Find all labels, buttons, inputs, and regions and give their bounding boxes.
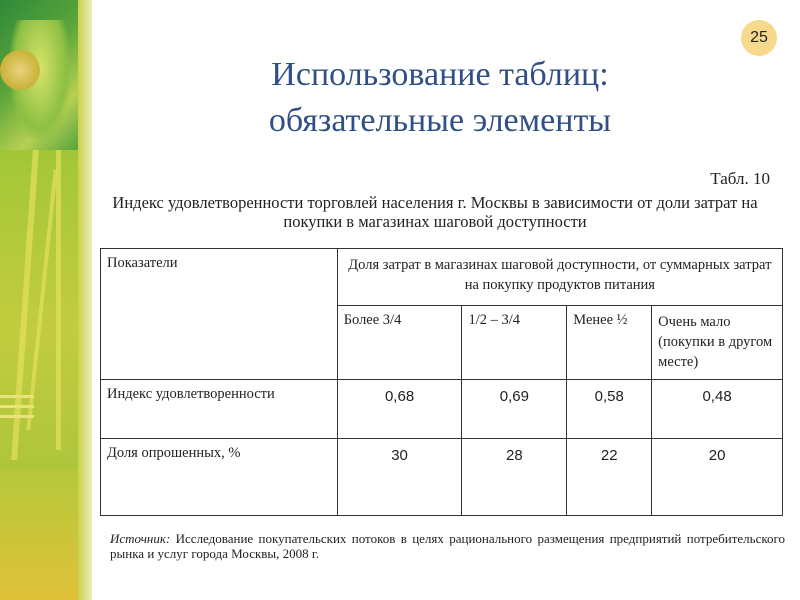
table-cell: 28 [462,439,567,516]
subheader-cell: Менее ½ [567,306,652,380]
source-note [110,531,785,561]
table-cell: 0,48 [652,380,783,439]
table-reference: Табл. 10 [710,169,770,188]
table-cell: 0,69 [462,380,567,439]
table-cell: 30 [337,439,462,516]
title-line-1: Использование таблиц: [271,56,609,93]
table-cell: 0,58 [567,380,652,439]
title-line-2: обязательные элементы [268,102,612,139]
data-table [100,248,783,516]
decorative-sidebar [0,0,92,600]
subheader-cell: 1/2 – 3/4 [462,306,567,380]
row-label: Индекс удовлетворенности [101,380,338,439]
slide-title [120,52,760,144]
table-cell: 0,68 [337,380,462,439]
table-cell: 20 [652,439,783,516]
source-label: Источник: [110,531,171,546]
subheader-cell: Более 3/4 [337,306,462,380]
header-indicator: Показатели [101,249,338,380]
table-header-row [101,249,783,306]
row-label: Доля опрошенных, % [101,439,338,516]
header-group: Доля затрат в магазинах шаговой доступности, от суммарных затрат на покупку продуктов питания [337,249,782,306]
source-text: Исследование покупательских потоков в целях рационального размещения предприятий потребительского рынка и услуг города Москвы, 2008 г. [110,531,786,561]
page-number-badge: 25 [741,20,777,56]
table-caption: Индекс удовлетворенности торговлей населения г. Москвы в зависимости от доли затрат на покупки в магазинах шаговой доступности [112,193,758,231]
table-row [101,380,783,439]
table-row [101,439,783,516]
subheader-cell: Очень мало (покупки в другом месте) [652,306,783,380]
table-cell: 22 [567,439,652,516]
